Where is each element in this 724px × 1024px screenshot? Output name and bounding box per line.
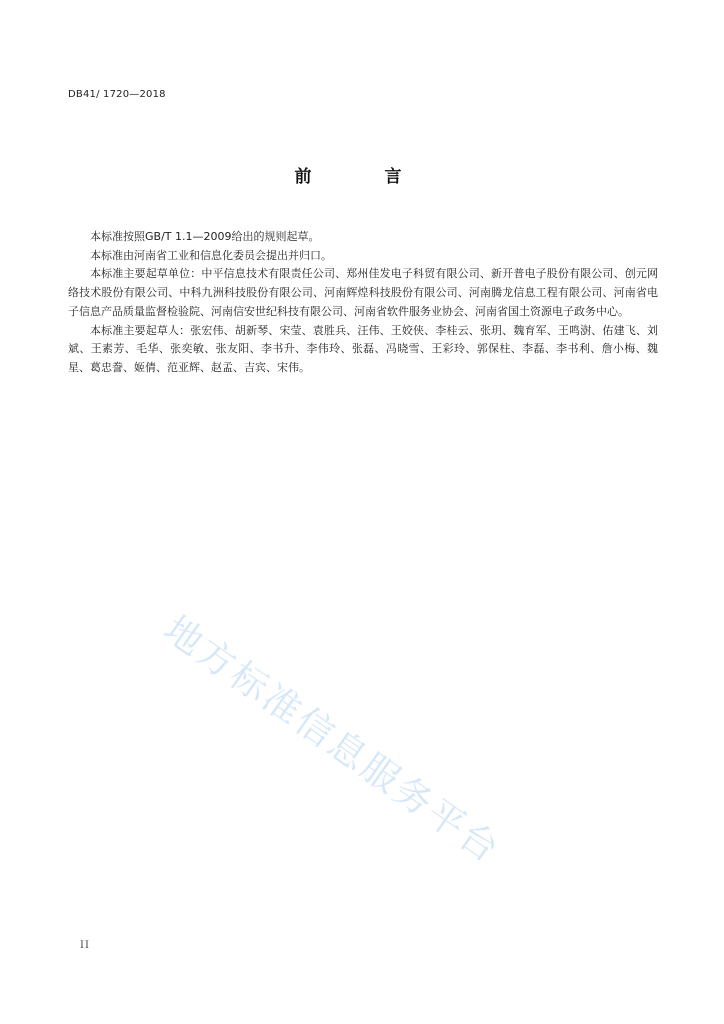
- page-number: II: [80, 940, 90, 951]
- document-code: DB41/ 1720—2018: [68, 89, 166, 100]
- preface-body: [68, 228, 658, 378]
- paragraph-proposer: 本标准由河南省工业和信息化委员会提出并归口。: [90, 248, 332, 262]
- paragraph-drafters: 本标准主要起草人：张宏伟、胡新琴、宋莹、袁胜兵、汪伟、王姣侠、李桂云、张玥、魏育军、王鸣澍、佑建飞、刘斌、王素芳、毛华、张奕敏、张友阳、李书升、李伟玲、张磊、冯晓雪、王彩玲、郭保柱、李磊、李书利、詹小梅、魏星、葛忠誊、姬倩、范亚辉、赵孟、吉宾、宋伟。: [68, 323, 658, 374]
- section-title: 前 言: [294, 167, 430, 187]
- watermark: 地方标准信息服务平台: [156, 607, 509, 873]
- paragraph-drafting-units: 本标准主要起草单位：中平信息技术有限责任公司、郑州佳发电子科贸有限公司、新开普电子股份有限公司、创元网络技术股份有限公司、中科九洲科技股份有限公司、河南辉煌科技股份有限公司、河南腾龙信息工程有限公司、河南省电子信息产品质量监督检验院、河南信安世纪科技有限公司、河南省软件服务业协会、河南省国土资源电子政务中心。: [68, 267, 658, 318]
- paragraph-drafting-rules: 本标准按照GB/T 1.1—2009给出的规则起草。: [90, 230, 320, 243]
